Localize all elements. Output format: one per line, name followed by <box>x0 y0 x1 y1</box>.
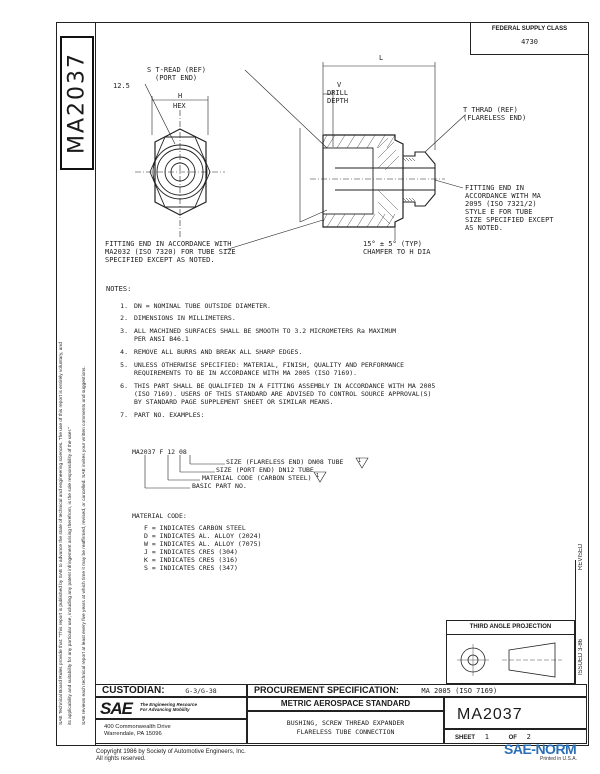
label-fitting-right-1: FITTING END IN <box>465 184 525 192</box>
material-item: S = INDICATES CRES (347) <box>144 564 238 572</box>
projection-title: THIRD ANGLE PROJECTION <box>447 621 574 635</box>
note-item: 6. THIS PART SHALL BE QUALIFIED IN A FITTING ASSEMBLY IN ACCORDANCE WITH MA 2005 <box>120 382 436 390</box>
title-cell <box>247 711 444 744</box>
material-item: W = INDICATES AL. ALLOY (7075) <box>144 540 262 548</box>
material-item: K = INDICATES CRES (316) <box>144 556 238 564</box>
sheet-label: SHEET <box>455 735 476 741</box>
procurement-label: PROCUREMENT SPECIFICATION: <box>254 685 399 695</box>
label-fitting-left-1: FITTING END IN ACCORDANCE WITH <box>105 240 232 248</box>
label-dim-125: 12.5 <box>113 82 130 90</box>
label-t-thread-sub: (FLARELESS END) <box>463 114 527 122</box>
label-depth: DEPTH <box>327 97 349 105</box>
legal-notice-2: its applicability and suitability for any particular use, including any patent infringement arising therefrom, is the sole responsibility of the user." <box>68 427 73 725</box>
label-t-thread: T THRAD (REF) <box>463 106 518 114</box>
note-item: BY STANDARD PAGE SUPPLEMENT SHEET OR SIMILAR MEANS. <box>134 398 334 406</box>
part-ref-2: 1 <box>316 473 320 479</box>
note-item: 7. PART NO. EXAMPLES: <box>120 411 205 419</box>
label-fitting-right-4: STYLE E FOR TUBE <box>465 208 533 216</box>
revision-divider <box>575 560 576 684</box>
label-chamfer-2: CHAMFER TO H DIA <box>363 248 431 256</box>
part-size-port: SIZE (PORT END) DN12 TUBE <box>216 466 314 474</box>
of-label: OF <box>508 735 517 741</box>
doc-number-vertical: MA2037 <box>60 36 94 170</box>
legal-notice-1: SAE Technical Board Rules provide that: "This report is published by SAE to advance the state of technical and engineering sciences. The use of this report is entirely voluntary, and <box>59 342 64 725</box>
material-item: J = INDICATES CRES (304) <box>144 548 238 556</box>
label-hex-letter: H <box>178 92 183 100</box>
label-dim-l: L <box>379 54 384 62</box>
of-value: 2 <box>526 733 531 741</box>
sae-logo: SAE <box>100 699 132 718</box>
label-thread-port-sub: (PORT END) <box>155 74 198 82</box>
note-item: 1. DN = NOMINAL TUBE OUTSIDE DIAMETER. <box>120 302 271 310</box>
part-size-flareless: SIZE (FLARELESS END) DN08 TUBE <box>226 458 344 466</box>
label-thread-port: S T-READ (REF) <box>147 66 207 74</box>
note-item: 5. UNLESS OTHERWISE SPECIFIED: MATERIAL, FINISH, QUALITY AND PERFORMANCE <box>120 361 405 369</box>
label-fitting-right-5: SIZE SPECIFIED EXCEPT <box>465 216 554 224</box>
legal-notice-3: SAE reviews each technical report at least every five years at which time it may be reaffirmed, revised, or cancelled. SAE invites your written comments and suggestions. <box>82 366 87 725</box>
body-section <box>323 135 403 227</box>
notes-heading: NOTES: <box>106 285 132 293</box>
material-item: F = INDICATES CARBON STEEL <box>144 524 246 532</box>
copyright-line-1: Copyright 1986 by Society of Automotive Engineers, Inc. <box>96 749 246 755</box>
fsc-value: 4730 <box>521 38 538 46</box>
projection-symbol <box>447 635 574 685</box>
part-material-code: MATERIAL CODE (CARBON STEEL) <box>202 474 312 482</box>
part-drawing <box>95 40 587 280</box>
label-fitting-right-6: AS NOTED. <box>465 224 503 232</box>
watermark-logo: SAE-NORM <box>504 741 577 757</box>
label-drill: DRILL <box>327 89 349 97</box>
label-dim-v: V <box>337 81 342 89</box>
title-line-2: FLARELESS TUBE CONNECTION <box>296 728 395 736</box>
custodian-value: G-3/G-38 <box>185 687 217 695</box>
custodian-label: CUSTODIAN: <box>102 685 165 696</box>
label-hex: HEX <box>173 102 186 110</box>
note-item: 2. DIMENSIONS IN MILLIMETERS. <box>120 314 236 322</box>
label-fitting-right-2: ACCORDANCE WITH MA <box>465 192 541 200</box>
material-heading: MATERIAL CODE: <box>132 512 187 520</box>
revised-label: REVISED <box>578 543 584 570</box>
procurement-cell <box>247 684 587 697</box>
part-code: MA2037 F 12 08 <box>132 448 187 456</box>
title-line-1: BUSHING, SCREW THREAD EXPANDER <box>286 719 405 727</box>
address-cell <box>95 719 247 744</box>
custodian-cell <box>95 684 247 697</box>
note-item: 3. ALL MACHINED SURFACES SHALL BE SMOOTH TO 3.2 MICROMETERS Ra MAXIMUM <box>120 327 397 335</box>
address-line-1: 400 Commonwealth Drive <box>104 724 171 730</box>
doc-number-cell: MA2037 <box>444 697 587 729</box>
address-line-2: Warrendale, PA 15096 <box>104 731 162 737</box>
copyright-line-2: All rights reserved. <box>96 756 146 762</box>
note-item: 4. REMOVE ALL BURRS AND BREAK ALL SHARP EDGES. <box>120 348 303 356</box>
note-item: (ISO 7169). USERS OF THIS STANDARD ARE ADVISED TO CONTROL SOURCE APPROVAL(S) <box>134 390 432 398</box>
part-basic: BASIC PART NO. <box>192 482 247 490</box>
projection-box <box>446 620 575 684</box>
label-chamfer-1: 15° ± 5° (TYP) <box>363 240 423 248</box>
label-fitting-left-3: SPECIFIED EXCEPT AS NOTED. <box>105 256 215 264</box>
notes-list <box>110 302 470 419</box>
sheet-value: 1 <box>484 733 489 741</box>
sae-tagline: The Engineering Resource For Advancing Mobility <box>140 702 198 712</box>
fsc-label: FEDERAL SUPPLY CLASS <box>491 26 568 32</box>
note-item: REQUIREMENTS TO BE IN ACCORDANCE WITH MA 2005 (ISO 7169). <box>134 369 358 377</box>
sae-logo-cell <box>95 697 247 719</box>
procurement-value: MA 2005 (ISO 7169) <box>421 687 498 695</box>
standard-type-cell: METRIC AEROSPACE STANDARD <box>247 697 444 711</box>
label-fitting-left-2: MA2032 (ISO 7320) FOR TUBE SIZE <box>105 248 236 256</box>
label-fitting-right-3: 2095 (ISO 7321/2) <box>465 200 537 208</box>
printed-in: Printed in U.S.A. <box>540 756 577 762</box>
copyright <box>96 749 246 763</box>
note-item: PER ANSI B46.1 <box>134 335 189 343</box>
issued-label: ISSUED 3-86 <box>578 638 584 675</box>
material-item: D = INDICATES AL. ALLOY (2024) <box>144 532 262 540</box>
material-list <box>144 524 261 572</box>
part-ref-1: 1 <box>358 458 362 464</box>
